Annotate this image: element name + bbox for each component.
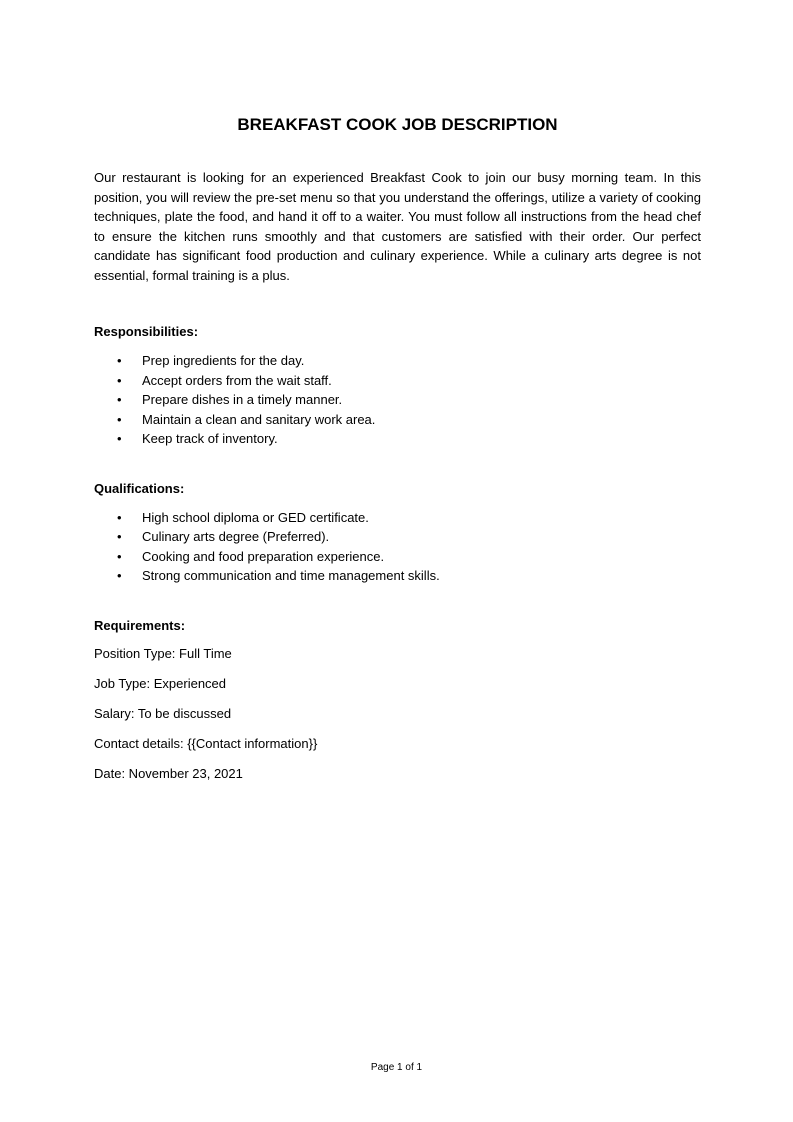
requirements-section — [94, 617, 701, 783]
requirements-heading: Requirements: — [94, 617, 186, 633]
bullet-icon: • — [117, 353, 122, 368]
job-type-line: Job Type: Experienced — [94, 675, 227, 691]
list-item-text: Accept orders from the wait staff. — [142, 372, 332, 388]
bullet-icon: • — [117, 548, 122, 564]
list-item-text: Prep ingredients for the day. — [142, 353, 305, 368]
list-item-text: High school diploma or GED certificate. — [142, 509, 369, 525]
list-item — [94, 390, 701, 410]
salary-line: Salary: To be discussed — [94, 705, 232, 721]
bullet-icon: • — [117, 568, 122, 583]
list-item — [94, 527, 701, 547]
list-item-text: Maintain a clean and sanitary work area. — [142, 411, 376, 427]
bullet-icon: • — [117, 529, 122, 544]
position-type-line: Position Type: Full Time — [94, 645, 232, 661]
list-item-text: Keep track of inventory. — [142, 431, 278, 446]
list-item-text: Prepare dishes in a timely manner. — [142, 392, 343, 407]
qualifications-section — [94, 480, 701, 586]
date-line: Date: November 23, 2021 — [94, 765, 243, 781]
bullet-icon: • — [117, 411, 122, 427]
list-item — [94, 429, 701, 449]
intro-paragraph: Our restaurant is looking for an experienced Breakfast Cook to join our busy morning team. In this position, you will review the pre-set menu so that you understand the offerings, utilize a variety of cooking techniques, plate the food, and hand it off to a waiter. You must follow all instructions from the head chef to ensure the kitchen runs smoothly and that customers are satisfied with their order. Our perfect candidate has significant food production and culinary experience. While a culinary arts degree is not essential, formal training is a plus. — [94, 170, 701, 283]
list-item — [94, 508, 701, 528]
list-item — [94, 547, 701, 567]
bullet-icon: • — [117, 431, 122, 446]
list-item — [94, 371, 701, 391]
responsibilities-heading: Responsibilities: — [94, 324, 199, 339]
contact-details-line: Contact details: {{Contact information}} — [94, 735, 318, 751]
responsibilities-section — [94, 323, 701, 449]
list-item — [94, 566, 701, 586]
qualifications-heading: Qualifications: — [94, 480, 185, 496]
list-item-text: Strong communication and time management skills. — [142, 568, 440, 583]
bullet-icon: • — [117, 392, 122, 407]
list-item-text: Cooking and food preparation experience. — [142, 548, 385, 564]
list-item-text: Culinary arts degree (Preferred). — [142, 529, 330, 544]
bullet-icon: • — [117, 372, 122, 388]
responsibilities-list — [94, 351, 701, 449]
qualifications-list — [94, 508, 701, 586]
page-number-footer: Page 1 of 1 — [370, 1062, 423, 1073]
page-title: BREAKFAST COOK JOB DESCRIPTION — [237, 115, 558, 134]
list-item — [94, 351, 701, 371]
bullet-icon: • — [117, 509, 122, 525]
list-item — [94, 410, 701, 430]
document-content — [94, 114, 701, 795]
